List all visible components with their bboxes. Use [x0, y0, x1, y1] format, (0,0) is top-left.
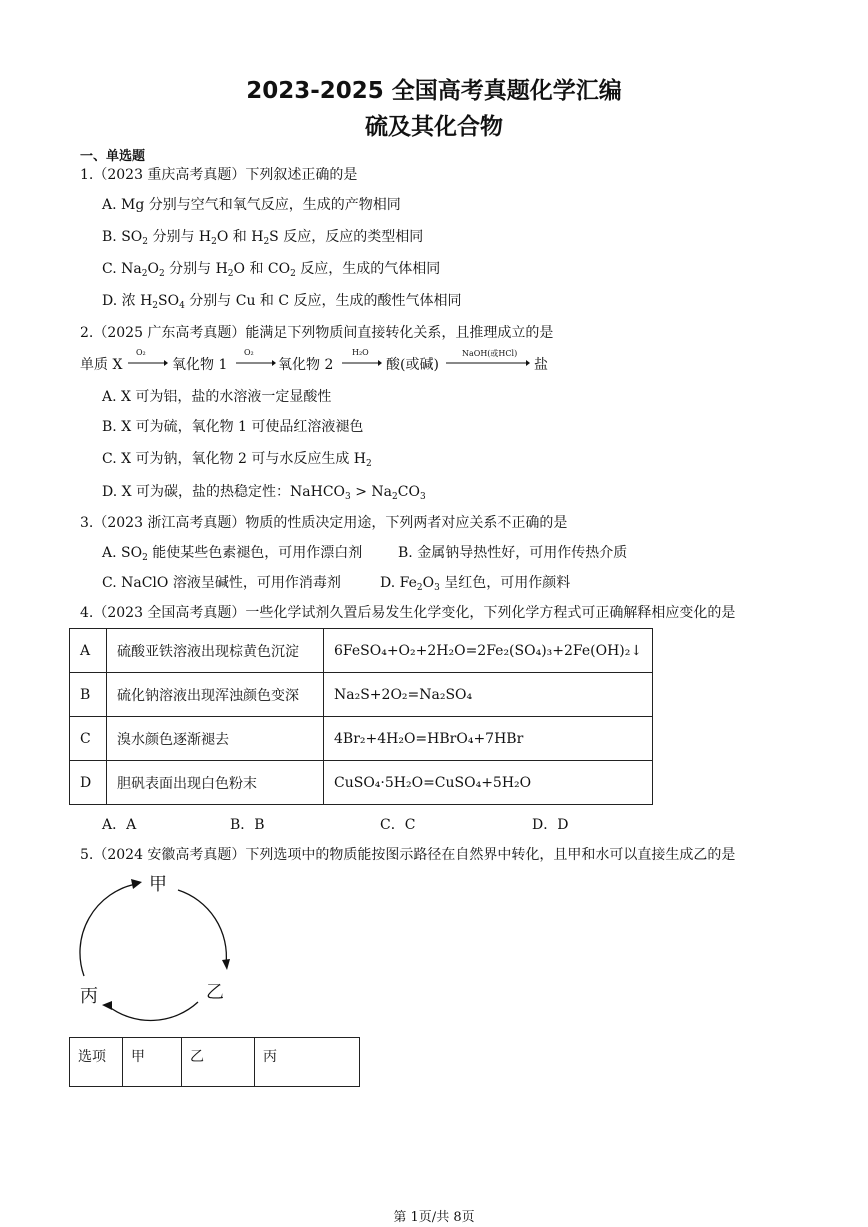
table-cell-equation: 6FeSO₄+O₂+2H₂O=2Fe₂(SO₄)₃+2Fe(OH)₂↓	[324, 629, 653, 673]
q1-stem: 1.（2023 重庆高考真题）下列叙述正确的是	[80, 167, 358, 183]
page-footer: 第 1页/共 8页	[393, 1210, 475, 1225]
chain-arrow-2	[236, 359, 276, 367]
page-subtitle: 硫及其化合物	[365, 114, 503, 140]
q2-option-a: A. X 可为铝，盐的水溶液一定显酸性	[102, 389, 332, 405]
chain-arrow-4	[446, 359, 530, 367]
chain-element-x: 单质 X	[80, 357, 123, 373]
chain-oxide-1: 氧化物 1	[172, 357, 228, 373]
q3-option-d: D. $Fe_2O_3$ 呈红色，可用作颜料	[380, 575, 571, 593]
table-cell-label: C	[70, 717, 107, 761]
q2-option-c: C. X 可为钠，氧化物 2 可与水反应生成 $H_2$	[102, 451, 372, 469]
q2-option-b: B. X 可为硫，氧化物 1 可使品红溶液褪色	[102, 419, 364, 435]
cycle-arc-left-top	[80, 884, 136, 976]
chain-arrow-1	[128, 359, 168, 367]
table-cell-equation: CuSO₄·5H₂O=CuSO₄+5H₂O	[324, 761, 653, 805]
q3-option-b: B. 金属钠导热性好，可用作传热介质	[398, 545, 628, 561]
cycle-node-yi: 乙	[206, 982, 224, 1003]
table-cell-desc: 硫酸亚铁溶液出现棕黄色沉淀	[107, 629, 324, 673]
q1-option-b: B. $SO_2$ 分别与 $H_2O$ 和 $H_2S$ 反应，反应的类型相同	[102, 229, 424, 247]
q4-choice-c: C．C	[380, 817, 416, 833]
table-row	[70, 629, 653, 673]
q5-stem: 5.（2024 安徽高考真题）下列选项中的物质能按图示路径在自然界中转化，且甲和水可以直接生成乙的是	[80, 847, 736, 863]
table-header-row	[70, 1038, 360, 1087]
q3-option-c: C. NaClO 溶液呈碱性，可用作消毒剂	[102, 575, 341, 591]
table-row	[70, 673, 653, 717]
cycle-node-jia: 甲	[149, 874, 167, 895]
chain-acid-base: 酸(或碱)	[386, 357, 439, 373]
cycle-arc-top-right	[178, 890, 226, 964]
q2-conversion-chain	[80, 348, 600, 374]
chain-oxide-2: 氧化物 2	[278, 357, 334, 373]
cycle-node-bing: 丙	[80, 986, 98, 1007]
q1-option-a: A. Mg 分别与空气和氧气反应，生成的产物相同	[102, 197, 401, 213]
header-option: 选项	[70, 1038, 123, 1087]
header-jia: 甲	[123, 1038, 182, 1087]
header-bing: 丙	[255, 1038, 360, 1087]
q4-choice-a: A．A	[102, 817, 137, 833]
q4-choice-d: D．D	[532, 817, 569, 833]
cycle-arc-bottom	[108, 1002, 198, 1020]
q5-table	[69, 1037, 360, 1087]
q4-stem: 4.（2023 全国高考真题）一些化学试剂久置后易发生化学变化，下列化学方程式可正确解释相应变化的是	[80, 605, 736, 621]
table-cell-label: B	[70, 673, 107, 717]
page-title: 2023-2025 全国高考真题化学汇编	[246, 78, 622, 104]
arrowhead-right	[222, 959, 230, 970]
q3-option-a: A. $SO_2$ 能使某些色素褪色，可用作漂白剂	[102, 545, 363, 563]
q1-option-d: D. 浓 $H_2SO_4$ 分别与 Cu 和 C 反应，生成的酸性气体相同	[102, 293, 462, 311]
arrowhead-top	[131, 879, 142, 889]
header-yi: 乙	[182, 1038, 255, 1087]
table-cell-desc: 硫化钠溶液出现浑浊颜色变深	[107, 673, 324, 717]
chain-arrow-label-3: H₂O	[352, 348, 369, 357]
table-row	[70, 761, 653, 805]
chain-arrow-label-2: O₂	[244, 348, 254, 357]
chain-arrow-label-4: NaOH(或HCl)	[462, 349, 518, 358]
q2-option-d: D. X 可为碳，盐的热稳定性：NaHCO$_3$ > $Na_2CO_3$	[102, 484, 426, 502]
table-cell-desc: 胆矾表面出现白色粉末	[107, 761, 324, 805]
q2-stem: 2.（2025 广东高考真题）能满足下列物质间直接转化关系，且推理成立的是	[80, 325, 554, 341]
q3-stem: 3.（2023 浙江高考真题）物质的性质决定用途，下列两者对应关系不正确的是	[80, 515, 568, 531]
table-row	[70, 717, 653, 761]
chain-salt: 盐	[534, 357, 548, 373]
table-cell-equation: 4Br₂+4H₂O=HBrO₄+7HBr	[324, 717, 653, 761]
table-cell-equation: Na₂S+2O₂=Na₂SO₄	[324, 673, 653, 717]
q4-table	[69, 628, 653, 805]
table-cell-label: D	[70, 761, 107, 805]
table-cell-label: A	[70, 629, 107, 673]
arrowhead-left	[102, 1001, 112, 1010]
q4-choice-b: B．B	[230, 817, 265, 833]
table-cell-desc: 溴水颜色逐渐褪去	[107, 717, 324, 761]
q1-option-c: C. $Na_2O_2$ 分别与 $H_2O$ 和 $CO_2$ 反应，生成的气体相同	[102, 261, 441, 279]
chain-arrow-label-1: O₂	[136, 348, 146, 357]
chain-arrow-3	[342, 359, 382, 367]
section-heading: 一、单选题	[80, 149, 146, 164]
